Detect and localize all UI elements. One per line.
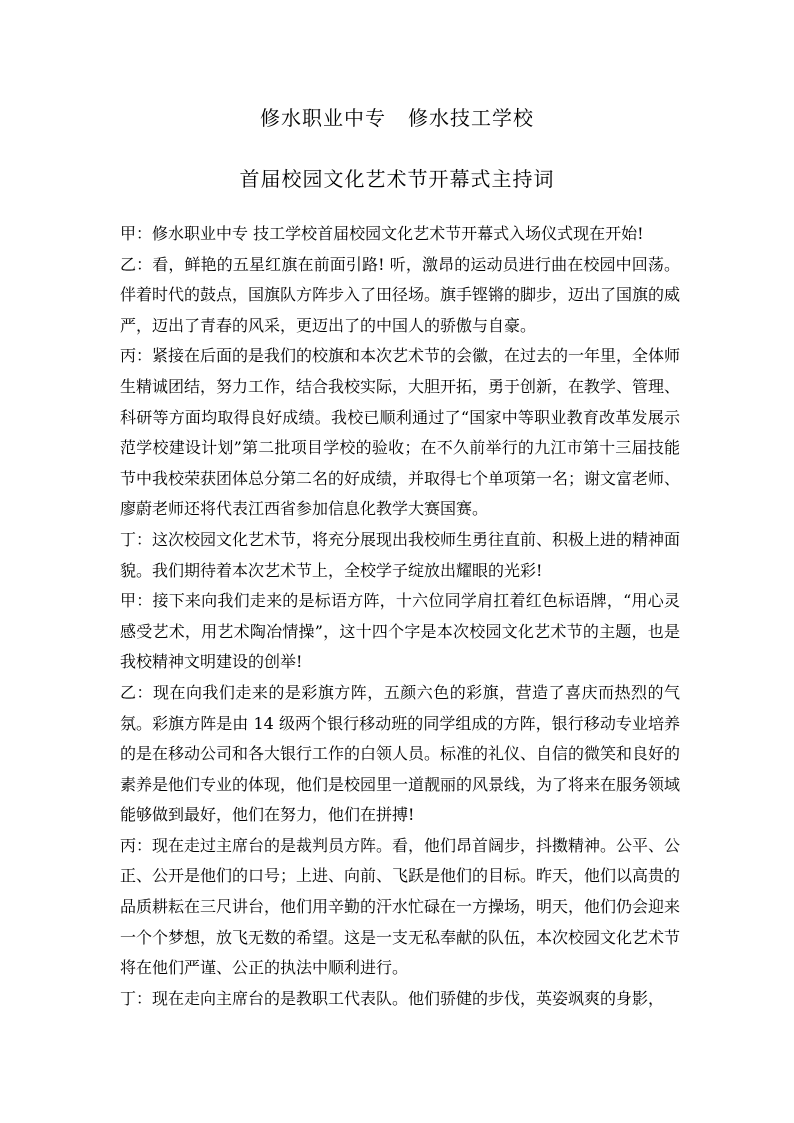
document-body: [120, 219, 680, 1014]
paragraph-bing-2: 丙：现在走过主席台的是裁判员方阵。看，他们昂首阔步，抖擞精神。公平、公正、公开是他们的口号；上进、向前、飞跃是他们的目标。昨天，他们以高贵的品质耕耘在三尺讲台，他们用辛勤的汗水忙碌在一方操场，明天，他们仍会迎来一个个梦想，放飞无数的希望。这是一支无私奉献的队伍，本次校园文化艺术节将在他们严谨、公正的执法中顺利进行。: [120, 835, 681, 978]
paragraph-bing-1: 丙：紧接在后面的是我们的校旗和本次艺术节的会徽，在过去的一年里，全体师生精诚团结，努力工作，结合我校实际，大胆开拓，勇于创新，在教学、管理、科研等方面均取得良好成绩。我校已顺利通过了“国家中等职业教育改革发展示范学校建设计划”第二批项目学校的验收；在不久前举行的九江市第十三届技能节中我校荣获团体总分第二名的好成绩，并取得七个单项第一名；谢文富老师、廖蔚老师还将代表江西省参加信息化教学大赛国赛。: [120, 346, 681, 519]
paragraph-yi-2: 乙：现在向我们走来的是彩旗方阵，五颜六色的彩旗，营造了喜庆而热烈的气氛。彩旗方阵是由 14 级两个银行移动班的同学组成的方阵，银行移动专业培养的是在移动公司和各大银行工作的白领人员。标准的礼仪、自信的微笑和良好的素养是他们专业的体现，他们是校园里一道靓丽的风景线，为了将来在服务领域能够做到最好，他们在努力，他们在拼搏!: [120, 682, 681, 825]
paragraph-ding-2: 丁：现在走向主席台的是教职工代表队。他们骄健的步伐，英姿飒爽的身影，: [120, 988, 665, 1008]
paragraph-ding-1: 丁：这次校园文化艺术节，将充分展现出我校师生勇往直前、积极上进的精神面貌。我们期待着本次艺术节上，全校学子绽放出耀眼的光彩!: [120, 529, 681, 580]
paragraph-yi-1: 乙：看，鲜艳的五星红旗在前面引路! 听，激昂的运动员进行曲在校园中回荡。伴着时代的鼓点，国旗队方阵步入了田径场。旗手铿锵的脚步，迈出了国旗的威严，迈出了青春的风采，更迈出了的中国人的骄傲与自豪。: [120, 254, 681, 335]
school-name-technical: 修水技工学校: [408, 106, 534, 130]
school-name-vocational: 修水职业中专: [260, 106, 386, 130]
paragraph-jia-2: 甲：接下来向我们走来的是标语方阵，十六位同学肩扛着红色标语牌，“用心灵感受艺术，用艺术陶冶情操”，这十四个字是本次校园文化艺术节的主题，也是我校精神文明建设的创举!: [120, 591, 680, 672]
paragraph-jia-1: 甲：修水职业中专 技工学校首届校园文化艺术节开幕式入场仪式现在开始!: [120, 224, 644, 243]
document-title: 首届校园文化艺术节开幕式主持词: [239, 167, 555, 191]
school-names-heading: [0, 104, 794, 132]
